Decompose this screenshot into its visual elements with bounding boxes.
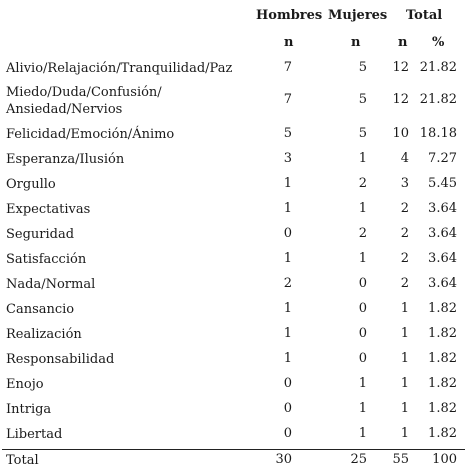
row-label: Felicidad/Emoción/Ánimo bbox=[6, 127, 175, 142]
row-total-n: 1 bbox=[400, 426, 409, 441]
row-label: Esperanza/Ilusión bbox=[6, 152, 125, 167]
row-total-pct: 7.27 bbox=[428, 151, 457, 166]
row-hombres: 0 bbox=[283, 376, 292, 391]
total-pct: 100 bbox=[432, 452, 457, 467]
row-hombres: 0 bbox=[283, 401, 292, 416]
row-hombres: 1 bbox=[283, 251, 292, 266]
row-mujeres: 1 bbox=[358, 151, 367, 166]
row-total-n: 3 bbox=[400, 176, 409, 191]
row-hombres: 1 bbox=[283, 351, 292, 366]
total-n: 55 bbox=[392, 452, 409, 467]
row-label: Intriga bbox=[6, 402, 52, 417]
row-mujeres: 1 bbox=[358, 251, 367, 266]
row-label: Enojo bbox=[6, 377, 44, 392]
row-total-n: 2 bbox=[400, 276, 409, 291]
header-mujeres: Mujeres bbox=[328, 8, 388, 23]
row-mujeres: 0 bbox=[358, 301, 367, 316]
row-total-pct: 3.64 bbox=[428, 226, 457, 241]
row-total-n: 2 bbox=[400, 226, 409, 241]
row-label: Nada/Normal bbox=[6, 277, 96, 292]
row-mujeres: 0 bbox=[358, 326, 367, 341]
subheader-hombres-n: n bbox=[284, 35, 294, 50]
row-total-pct: 1.82 bbox=[428, 401, 457, 416]
row-total-pct: 1.82 bbox=[428, 301, 457, 316]
total-mujeres: 25 bbox=[350, 452, 367, 467]
row-label: Expectativas bbox=[6, 202, 91, 217]
row-hombres: 1 bbox=[283, 301, 292, 316]
row-hombres: 5 bbox=[283, 126, 292, 141]
row-mujeres: 1 bbox=[358, 401, 367, 416]
row-total-n: 2 bbox=[400, 201, 409, 216]
row-total-pct: 21.82 bbox=[419, 60, 457, 75]
row-total-pct: 1.82 bbox=[428, 326, 457, 341]
row-mujeres: 1 bbox=[358, 376, 367, 391]
row-label: Realización bbox=[6, 327, 82, 342]
row-total-n: 2 bbox=[400, 251, 409, 266]
row-total-pct: 1.82 bbox=[428, 426, 457, 441]
row-total-n: 4 bbox=[400, 151, 409, 166]
row-label: Alivio/Relajación/Tranquilidad/Paz bbox=[6, 61, 233, 76]
row-label: Satisfacción bbox=[6, 252, 87, 267]
row-mujeres: 2 bbox=[358, 176, 367, 191]
row-total-n: 1 bbox=[400, 326, 409, 341]
row-hombres: 0 bbox=[283, 426, 292, 441]
total-rule bbox=[2, 449, 465, 450]
row-total-n: 1 bbox=[400, 401, 409, 416]
row-total-pct: 21.82 bbox=[419, 92, 457, 107]
row-hombres: 1 bbox=[283, 176, 292, 191]
row-hombres: 7 bbox=[283, 60, 292, 75]
row-mujeres: 5 bbox=[358, 92, 367, 107]
row-label: Cansancio bbox=[6, 302, 75, 317]
row-label: Libertad bbox=[6, 427, 63, 442]
row-mujeres: 1 bbox=[358, 201, 367, 216]
row-total-pct: 1.82 bbox=[428, 376, 457, 391]
row-total-pct: 3.64 bbox=[428, 201, 457, 216]
subheader-total-pct: % bbox=[432, 35, 445, 50]
row-total-pct: 3.64 bbox=[428, 276, 457, 291]
row-total-n: 12 bbox=[392, 60, 409, 75]
subheader-total-n: n bbox=[398, 35, 408, 50]
total-hombres: 30 bbox=[275, 452, 292, 467]
row-mujeres: 0 bbox=[358, 276, 367, 291]
row-total-pct: 5.45 bbox=[428, 176, 457, 191]
total-label: Total bbox=[6, 453, 39, 468]
row-total-pct: 1.82 bbox=[428, 351, 457, 366]
row-total-n: 12 bbox=[392, 92, 409, 107]
row-total-pct: 3.64 bbox=[428, 251, 457, 266]
row-mujeres: 5 bbox=[358, 126, 367, 141]
row-label: Responsabilidad bbox=[6, 352, 115, 367]
row-total-n: 10 bbox=[392, 126, 409, 141]
row-label: Orgullo bbox=[6, 177, 56, 192]
row-total-pct: 18.18 bbox=[419, 126, 457, 141]
row-hombres: 1 bbox=[283, 201, 292, 216]
header-hombres: Hombres bbox=[256, 8, 323, 23]
subheader-mujeres-n: n bbox=[351, 35, 361, 50]
row-mujeres: 5 bbox=[358, 60, 367, 75]
row-hombres: 1 bbox=[283, 326, 292, 341]
row-hombres: 0 bbox=[283, 226, 292, 241]
header-total: Total bbox=[406, 8, 443, 23]
row-total-n: 1 bbox=[400, 376, 409, 391]
row-label: Miedo/Duda/Confusión/ Ansiedad/Nervios bbox=[6, 85, 162, 117]
row-hombres: 3 bbox=[283, 151, 292, 166]
row-hombres: 7 bbox=[283, 92, 292, 107]
row-label: Seguridad bbox=[6, 227, 75, 242]
row-mujeres: 2 bbox=[358, 226, 367, 241]
row-total-n: 1 bbox=[400, 351, 409, 366]
row-total-n: 1 bbox=[400, 301, 409, 316]
row-mujeres: 0 bbox=[358, 351, 367, 366]
row-mujeres: 1 bbox=[358, 426, 367, 441]
row-hombres: 2 bbox=[283, 276, 292, 291]
